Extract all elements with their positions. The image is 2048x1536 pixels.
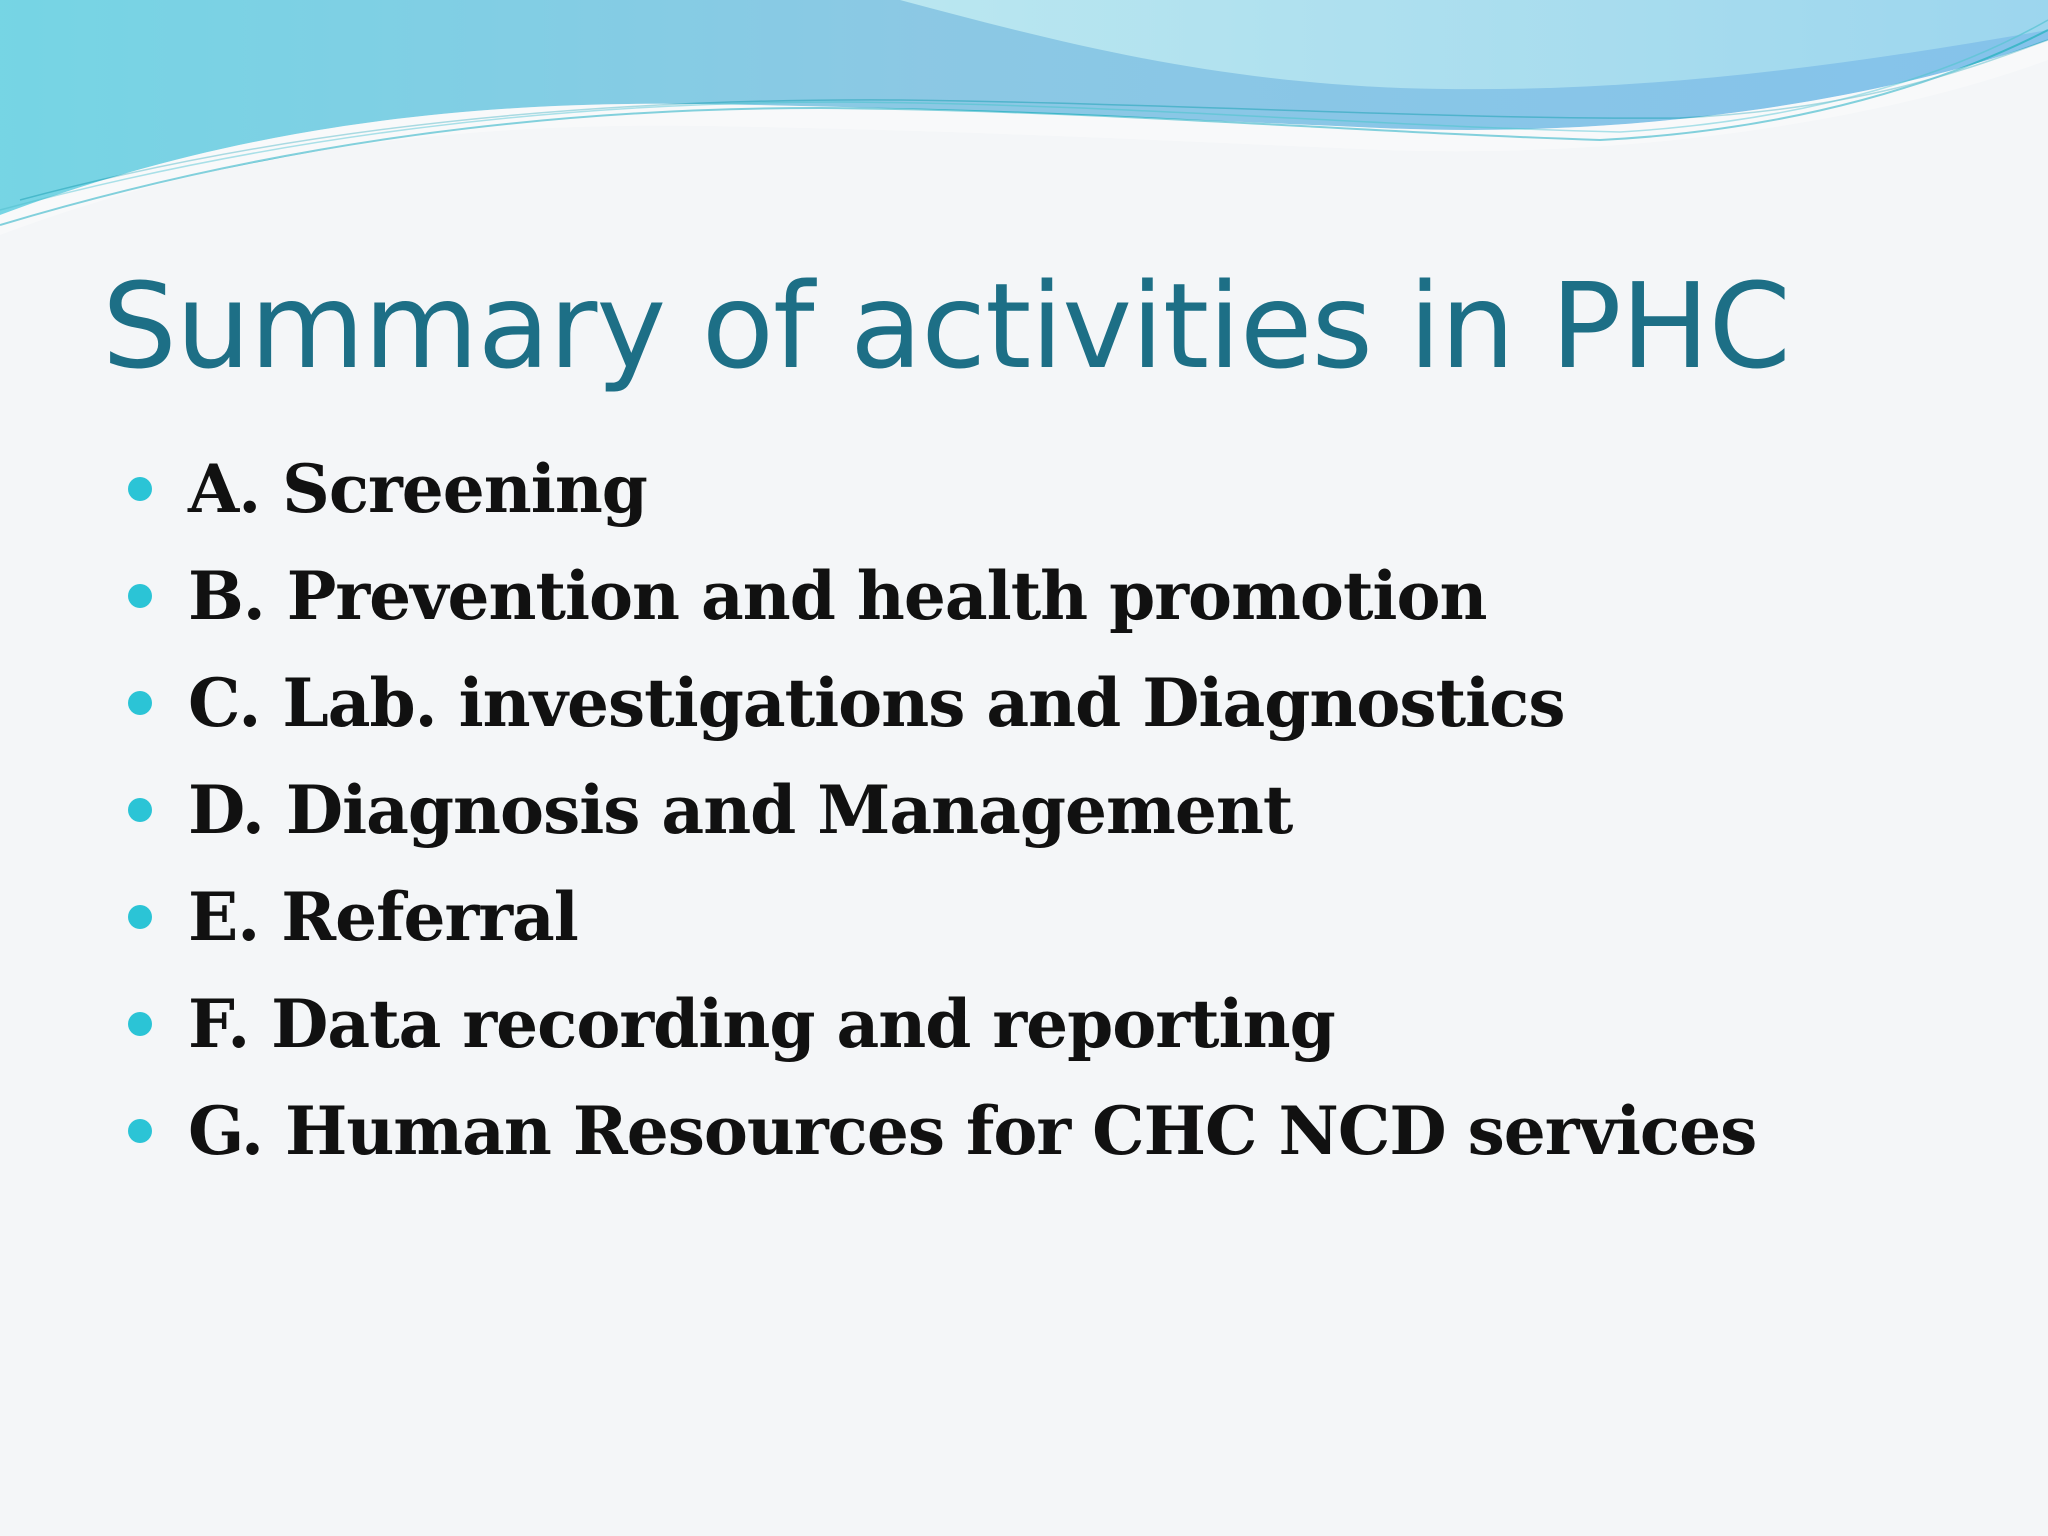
bullet-icon bbox=[128, 584, 152, 608]
bullet-text: D. Diagnosis and Management bbox=[188, 770, 1293, 849]
list-item bbox=[128, 863, 1756, 970]
bullet-icon bbox=[128, 1119, 152, 1143]
bullet-text: F. Data recording and reporting bbox=[188, 984, 1335, 1063]
bullet-icon bbox=[128, 798, 152, 822]
list-item bbox=[128, 970, 1756, 1077]
bullet-icon bbox=[128, 1012, 152, 1036]
list-item bbox=[128, 542, 1756, 649]
bullet-list bbox=[128, 435, 1756, 1184]
bullet-text: G. Human Resources for CHC NCD services bbox=[188, 1091, 1757, 1170]
bullet-icon bbox=[128, 477, 152, 501]
list-item bbox=[128, 756, 1756, 863]
bullet-text: C. Lab. investigations and Diagnostics bbox=[188, 663, 1565, 742]
list-item bbox=[128, 1077, 1756, 1184]
wave-header-decoration bbox=[0, 0, 2048, 240]
list-item bbox=[128, 649, 1756, 756]
bullet-text: B. Prevention and health promotion bbox=[188, 556, 1487, 635]
list-item bbox=[128, 435, 1756, 542]
bullet-icon bbox=[128, 691, 152, 715]
bullet-icon bbox=[128, 905, 152, 929]
slide-title: Summary of activities in PHC bbox=[102, 257, 1790, 395]
bullet-text: A. Screening bbox=[188, 449, 647, 528]
bullet-text: E. Referral bbox=[188, 877, 578, 956]
